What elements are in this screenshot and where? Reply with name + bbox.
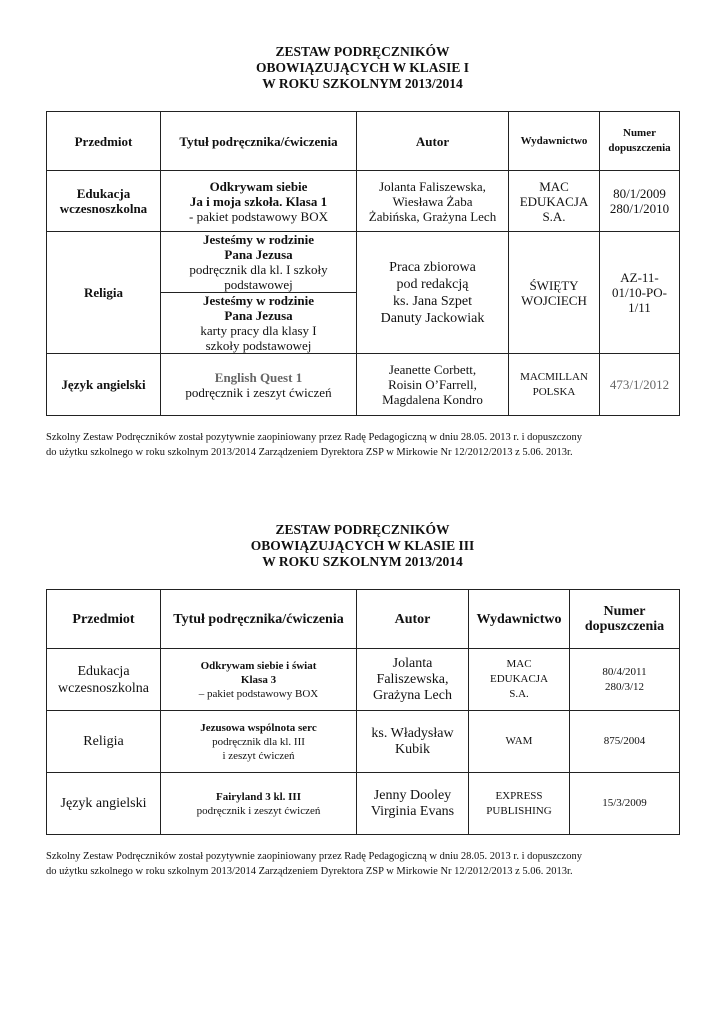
header-title: Tytuł podręcznika/ćwiczenia [161, 590, 357, 649]
cell-line: - pakiet podstawowy BOX [188, 208, 328, 224]
table-row [47, 354, 680, 416]
cell-line: Jezusowa wspólnota serc [200, 721, 317, 734]
cell-publisher [509, 171, 600, 232]
section1-table [46, 111, 680, 416]
cell-line: Jesteśmy w rodzinie [203, 293, 314, 308]
header-subject: Przedmiot [47, 590, 161, 649]
cell-line: MAC [539, 178, 569, 194]
cell-line: karty pracy dla klasy I [200, 323, 317, 338]
cell-line: AZ-11- [620, 270, 659, 285]
cell-author [357, 649, 469, 711]
note-line: Szkolny Zestaw Podręczników został pozytywnie zaopiniowany przez Radę Pedagogiczną w dniu 28.05. 2013 r. i dopuszczony [46, 851, 582, 862]
cell-line: Faliszewska, [376, 671, 449, 687]
cell-line: szkoły podstawowej [205, 338, 312, 353]
cell-line: Virginia Evans [370, 803, 455, 819]
section2-note [46, 849, 686, 879]
section2-title [0, 522, 725, 570]
cell-subject: Język angielski [47, 773, 161, 835]
note-line: do użytku szkolnego w roku szkolnym 2013/2014 Zarządzeniem Dyrektora ZSP w Mirkowie Nr 12/2012/2013 z 5.06. 2013r. [46, 447, 573, 458]
section1-title-line: ZESTAW PODRĘCZNIKÓW [275, 44, 450, 59]
cell-number [600, 232, 680, 354]
section2-table [46, 589, 680, 835]
cell-line: 01/10-PO- [612, 285, 667, 300]
cell-line: Odkrywam siebie i świat [200, 659, 317, 672]
cell-line: MACMILLAN [520, 370, 588, 383]
cell-line: podręcznik i zeszyt ćwiczeń [185, 384, 332, 400]
table-row [47, 773, 680, 835]
cell-publisher [469, 649, 570, 711]
cell-number [570, 649, 680, 711]
cell-line: Grażyna Lech [373, 687, 452, 703]
header-title: Tytuł podręcznika/ćwiczenia [161, 112, 357, 171]
cell-title [161, 171, 357, 232]
cell-number: 875/2004 [570, 711, 680, 773]
cell-line: English Quest 1 [214, 369, 303, 385]
cell-line: podstawowej [224, 277, 293, 292]
cell-line: Pana Jezusa [224, 308, 293, 323]
cell-publisher: WAM [469, 711, 570, 773]
header-publisher: Wydawnictwo [469, 590, 570, 649]
header-number-line: Numer [603, 604, 646, 619]
cell-line: MAC [506, 658, 532, 670]
cell-line: ks. Władysław [371, 725, 454, 741]
cell-line: Edukacja [76, 186, 131, 201]
cell-line: EDUKACJA [489, 673, 549, 685]
cell-number: 15/3/2009 [570, 773, 680, 835]
cell-author [357, 232, 509, 354]
cell-line: Żabińska, Grażyna Lech [368, 208, 497, 224]
cell-author [357, 171, 509, 232]
cell-line: S.A. [542, 208, 566, 224]
header-number-line: dopuszczenia [608, 142, 671, 154]
cell-line: Wiesława Żaba [392, 193, 473, 209]
section2-title-line: ZESTAW PODRĘCZNIKÓW [275, 522, 450, 537]
cell-line: Klasa 3 [240, 673, 277, 686]
cell-line: ks. Jana Szpet [393, 293, 472, 309]
cell-line: Jeanette Corbett, [388, 362, 477, 377]
section1-title-line: OBOWIĄZUJĄCYCH W KLASIE I [256, 60, 469, 75]
cell-line: Fairyland 3 kl. III [216, 790, 301, 803]
cell-line: Ja i moja szkoła. Klasa 1 [189, 193, 328, 209]
cell-line: 80/1/2009 [613, 186, 666, 201]
cell-line: wczesnoszkolna [59, 201, 148, 216]
cell-line: Jolanta Faliszewska, [379, 178, 486, 194]
header-number-line: Numer [623, 127, 656, 139]
header-publisher: Wydawnictwo [509, 112, 600, 171]
cell-line: Edukacja [77, 663, 130, 679]
section1-title-line: W ROKU SZKOLNYM 2013/2014 [262, 76, 463, 91]
cell-line: podręcznik dla kl. III [212, 735, 305, 748]
cell-title [161, 711, 357, 773]
section1-note [46, 430, 686, 460]
cell-line: EDUKACJA [519, 193, 589, 209]
section1-title [0, 44, 725, 92]
table-header-row [47, 112, 680, 171]
cell-line: podręcznik dla kl. I szkoły [189, 262, 328, 277]
cell-line: wczesnoszkolna [58, 680, 149, 696]
cell-line: S.A. [509, 688, 529, 700]
note-line: Szkolny Zestaw Podręczników został pozytywnie zaopiniowany przez Radę Pedagogiczną w dniu 28.05. 2013 r. i dopuszczony [46, 432, 582, 443]
table-row [47, 649, 680, 711]
cell-line: 1/11 [628, 300, 651, 315]
cell-line: PUBLISHING [486, 804, 552, 817]
cell-subject: Język angielski [47, 354, 161, 416]
header-author: Autor [357, 112, 509, 171]
cell-subject [47, 649, 161, 711]
cell-publisher [469, 773, 570, 835]
cell-line: Odkrywam siebie [209, 178, 308, 194]
table-header-row [47, 590, 680, 649]
cell-line: 80/4/2011 [602, 665, 647, 678]
cell-subject: Religia [47, 711, 161, 773]
cell-subject: Religia [47, 232, 161, 354]
cell-line: WOJCIECH [521, 292, 587, 308]
cell-line: Kubik [395, 741, 430, 757]
cell-number: 473/1/2012 [600, 354, 680, 416]
header-number [570, 590, 680, 649]
cell-line: Magdalena Kondro [382, 392, 483, 407]
cell-line: podręcznik i zeszyt ćwiczeń [196, 804, 321, 817]
note-line: do użytku szkolnego w roku szkolnym 2013/2014 Zarządzeniem Dyrektora ZSP w Mirkowie Nr 12/2012/2013 z 5.06. 2013r. [46, 866, 573, 877]
section2-title-line: W ROKU SZKOLNYM 2013/2014 [262, 554, 463, 569]
cell-line: POLSKA [532, 385, 576, 398]
cell-line: Roisin O’Farrell, [388, 377, 477, 392]
cell-line: 280/1/2010 [609, 201, 670, 216]
cell-author [357, 354, 509, 416]
cell-line: Jesteśmy w rodzinie [203, 232, 314, 247]
header-author: Autor [357, 590, 469, 649]
table-row [47, 711, 680, 773]
cell-line: ŚWIĘTY [529, 277, 579, 293]
cell-title [161, 232, 357, 293]
cell-title [161, 649, 357, 711]
cell-line: Pana Jezusa [224, 247, 293, 262]
cell-author [357, 773, 469, 835]
cell-line: Jenny Dooley [373, 787, 452, 803]
cell-title [161, 293, 357, 354]
cell-line: Praca zbiorowa [389, 259, 476, 275]
cell-title [161, 354, 357, 416]
cell-line: EXPRESS [495, 789, 543, 802]
cell-line: i zeszyt ćwiczeń [222, 749, 295, 762]
header-subject: Przedmiot [47, 112, 161, 171]
cell-publisher [509, 232, 600, 354]
cell-line: pod redakcją [396, 276, 469, 292]
cell-line: – pakiet podstawowy BOX [198, 687, 319, 700]
section2-title-line: OBOWIĄZUJĄCYCH W KLASIE III [250, 538, 475, 553]
cell-title [161, 773, 357, 835]
cell-line: Danuty Jackowiak [380, 310, 485, 326]
cell-number [600, 171, 680, 232]
cell-subject [47, 171, 161, 232]
table-row [47, 171, 680, 232]
header-number [600, 112, 680, 171]
cell-line: 280/3/12 [604, 680, 645, 693]
header-number-line: dopuszczenia [584, 619, 665, 634]
cell-publisher [509, 354, 600, 416]
cell-author [357, 711, 469, 773]
cell-line: Jolanta [392, 655, 433, 671]
table-row [47, 232, 680, 293]
